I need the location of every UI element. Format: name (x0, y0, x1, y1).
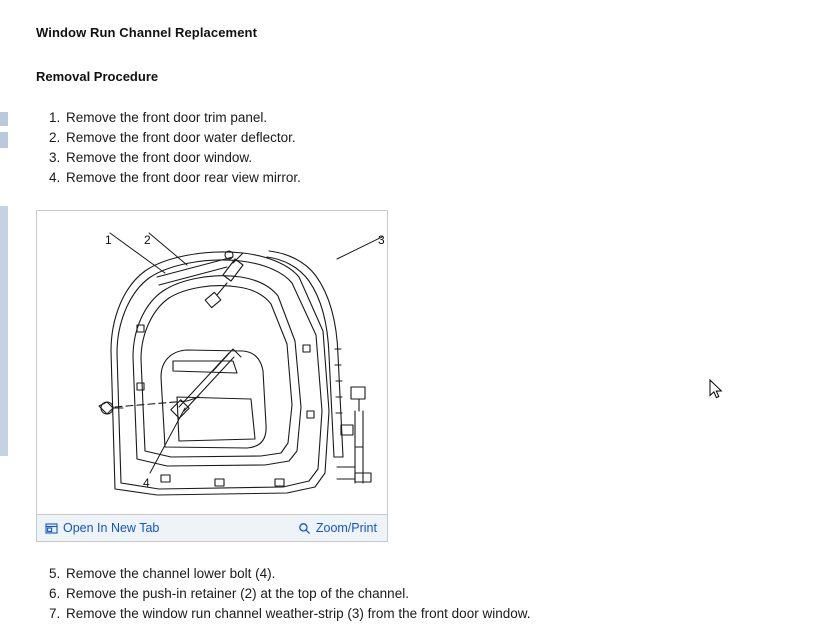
figure-toolbar (37, 514, 387, 541)
open-in-new-tab-label: Open In New Tab (63, 521, 160, 535)
rail-segment-middle (0, 132, 8, 148)
new-window-icon (45, 522, 58, 535)
section-heading-removal-procedure: Removal Procedure (36, 69, 159, 84)
list-item: 2. Remove the front door water deflector. (64, 128, 796, 148)
left-edge-rail (0, 0, 8, 643)
open-in-new-tab-button[interactable] (45, 521, 159, 535)
zoom-print-label: Zoom/Print (315, 521, 377, 535)
magnifier-icon (298, 522, 311, 535)
list-item: 3. Remove the front door window. (64, 148, 796, 168)
rail-segment-bottom (0, 206, 8, 456)
list-item: 6. Remove the push-in retainer (2) at the top of the channel. (64, 584, 796, 604)
figure-image[interactable] (37, 211, 387, 514)
figure-callout-1: 1 (105, 233, 112, 247)
door-frame-illustration (37, 211, 387, 514)
procedure-steps-part-2 (36, 564, 796, 624)
list-item: 7. Remove the window run channel weather-strip (3) from the front door window. (64, 604, 796, 624)
figure-callout-2: 2 (144, 233, 151, 247)
procedure-steps-part-1 (36, 108, 796, 188)
zoom-print-button[interactable] (298, 521, 377, 535)
rail-segment-top (0, 112, 8, 126)
figure-callout-3: 3 (378, 233, 385, 247)
list-item: 5. Remove the channel lower bolt (4). (64, 564, 796, 584)
document-content (36, 0, 796, 624)
page-title: Window Run Channel Replacement (36, 25, 258, 40)
list-item: 1. Remove the front door trim panel. (64, 108, 796, 128)
list-item: 4. Remove the front door rear view mirror. (64, 168, 796, 188)
figure-callout-4: 4 (143, 476, 150, 490)
figure-container (36, 210, 388, 542)
